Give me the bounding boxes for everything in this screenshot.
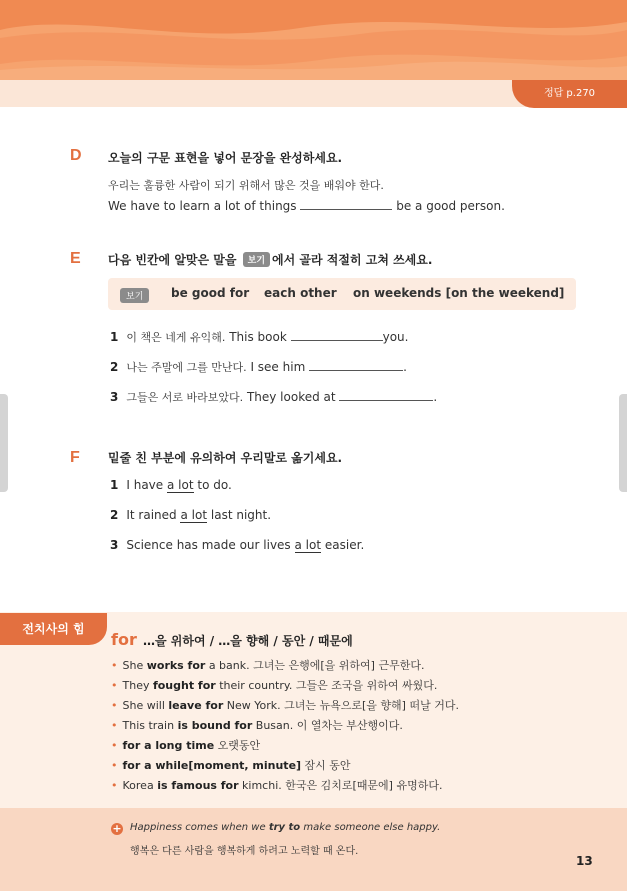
answer-reference-tab: 정답 p.270: [512, 80, 627, 108]
exercise-e-item-3: 3 그들은 서로 바라보았다. They looked at .: [110, 390, 438, 404]
answer-blank[interactable]: [339, 390, 433, 401]
bullet-icon: •: [111, 679, 118, 692]
tip-example: • Korea is famous for kimchi. 한국은 김치로[때문에] 유명하다.: [111, 779, 443, 792]
exercise-f-item-3: 3 Science has made our lives a lot easier.: [110, 538, 365, 552]
section-d-korean: 우리는 훌륭한 사람이 되기 위해서 많은 것을 배워야 한다.: [108, 179, 384, 192]
section-f-title: 밑줄 친 부분에 유의하여 우리말로 옮기세요.: [108, 451, 343, 465]
bullet-icon: •: [111, 759, 118, 772]
section-e-title: 다음 빈칸에 알맞은 말을 보기 에서 골라 적절히 고쳐 쓰세요.: [108, 253, 433, 267]
bogi-tag: 보기: [120, 288, 149, 303]
bullet-icon: •: [111, 779, 118, 792]
bogi-word: on weekends [on the weekend]: [353, 286, 565, 300]
quote-korean: 행복은 다른 사람을 행복하게 하려고 노력할 때 온다.: [130, 846, 359, 857]
tip-example: • She will leave for New York. 그녀는 뉴욕으로[을 향해] 떠날 거다.: [111, 699, 459, 712]
left-side-tab: [0, 394, 8, 492]
page-number: 13: [576, 854, 593, 868]
tip-example: • This train is bound for Busan. 이 열차는 부산행이다.: [111, 719, 403, 732]
section-e-letter: E: [70, 250, 81, 267]
exercise-f-item-1: 1 I have a lot to do.: [110, 478, 232, 492]
exercise-e-item-2: 2 나는 주말에 그를 만난다. I see him .: [110, 360, 407, 374]
answer-blank[interactable]: [309, 360, 403, 371]
bullet-icon: •: [111, 719, 118, 732]
bogi-word: be good for: [171, 286, 250, 300]
exercise-e-item-1: 1 이 책은 네게 유익해. This book you.: [110, 330, 409, 344]
bullet-icon: •: [111, 739, 118, 752]
tip-title: …을 위하여 / …을 향해 / 동안 / 때문에: [143, 634, 353, 648]
bogi-word: each other: [264, 286, 337, 300]
section-d-title: 오늘의 구문 표현을 넣어 문장을 완성하세요.: [108, 151, 343, 165]
section-d-letter: D: [70, 147, 82, 164]
tip-example: • for a while[moment, minute] 잠시 동안: [111, 759, 351, 772]
answer-blank[interactable]: [300, 199, 392, 210]
quote-english: Happiness comes when we try to make someone else happy.: [130, 822, 441, 833]
section-d-english: We have to learn a lot of things be a good person.: [108, 199, 505, 213]
header-banner: [0, 0, 627, 80]
tip-keyword: for: [111, 630, 137, 649]
tip-example: • for a long time 오랫동안: [111, 739, 261, 752]
plus-icon: +: [112, 822, 122, 835]
exercise-f-item-2: 2 It rained a lot last night.: [110, 508, 272, 522]
tip-example: • They fought for their country. 그들은 조국을 위하여 싸웠다.: [111, 679, 438, 692]
right-side-tab: [619, 394, 627, 492]
bullet-icon: •: [111, 659, 118, 672]
bogi-box: [108, 278, 576, 310]
section-f-letter: F: [70, 449, 80, 466]
tip-example: • She works for a bank. 그녀는 은행에[을 위하여] 근무한다.: [111, 659, 425, 672]
tip-tab: 전치사의 힘: [0, 613, 107, 645]
answer-blank[interactable]: [291, 330, 383, 341]
bullet-icon: •: [111, 699, 118, 712]
bogi-inline-tag: 보기: [243, 252, 270, 267]
